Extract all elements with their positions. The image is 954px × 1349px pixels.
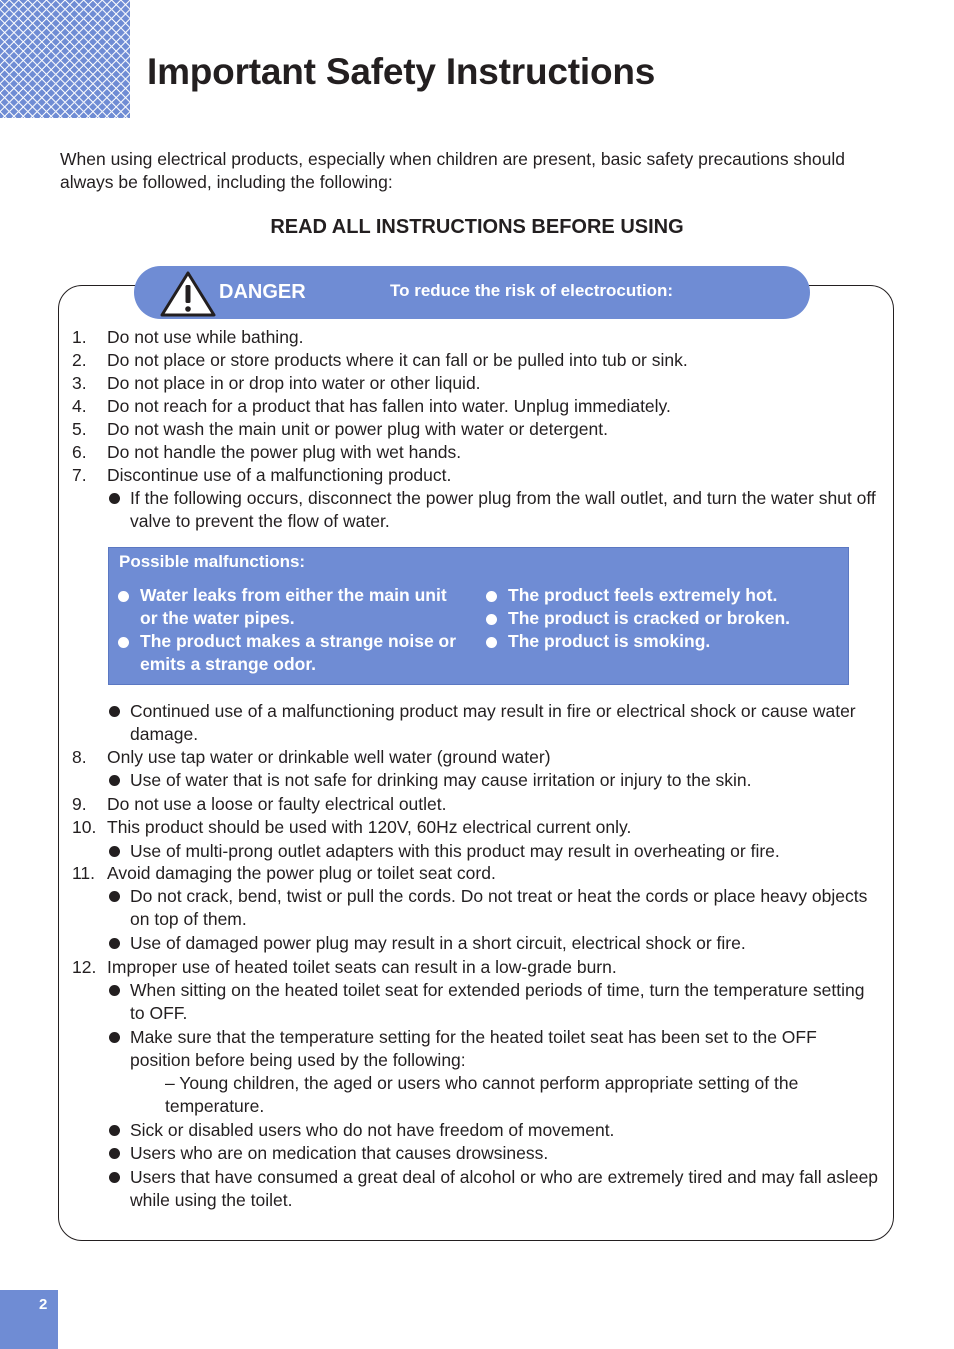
bullet-dot [109, 985, 120, 996]
item-number: 5. [72, 419, 87, 439]
item-number: 12. [72, 957, 97, 977]
intro-paragraph: When using electrical products, especially when children are present, basic safety precautions should always be followed, including the following: [60, 149, 846, 192]
bullet-text: Sick or disabled users who do not have freedom of movement. [130, 1120, 615, 1140]
bullet-dot [109, 706, 120, 717]
item-text: Avoid damaging the power plug or toilet seat cord. [107, 863, 496, 883]
item-number: 8. [72, 747, 87, 767]
bullet-text: Use of multi-prong outlet adapters with this product may result in overheating or fire. [130, 841, 780, 861]
danger-label: DANGER [219, 281, 306, 303]
bullet-text: Use of damaged power plug may result in a short circuit, electrical shock or fire. [130, 933, 746, 953]
item-text: Do not use while bathing. [107, 327, 304, 347]
bullet-text: Use of water that is not safe for drinking may cause irritation or injury to the skin. [130, 770, 752, 790]
dash-item: – Young children, the aged or users who cannot perform appropriate setting of the temperature. [165, 1073, 799, 1116]
bullet-text: If the following occurs, disconnect the power plug from the wall outlet, and turn the water shut off valve to prevent the flow of water. [130, 488, 876, 531]
malfunction-item: The product feels extremely hot. [486, 584, 846, 607]
malfunctions-right-column [486, 584, 846, 653]
bullet-dot [118, 637, 129, 648]
bullet-dot [109, 1125, 120, 1136]
item-text: Only use tap water or drinkable well water (ground water) [107, 747, 551, 767]
danger-description: To reduce the risk of electrocution: [390, 281, 674, 300]
item-text: This product should be used with 120V, 60Hz electrical current only. [107, 817, 632, 837]
warning-triangle-icon [159, 270, 217, 318]
bullet-dot [109, 1172, 120, 1183]
read-all-heading: READ ALL INSTRUCTIONS BEFORE USING [270, 216, 684, 238]
bullet-text: Make sure that the temperature setting for the heated toilet seat has been set to the OFF position before being used by the following: [130, 1027, 817, 1070]
page-number-tab [0, 1290, 58, 1349]
malfunction-item: The product makes a strange noise or emits a strange odor. [118, 630, 468, 676]
malfunctions-title: Possible malfunctions: [119, 552, 306, 571]
item-number: 3. [72, 373, 87, 393]
item-text: Do not reach for a product that has fallen into water. Unplug immediately. [107, 396, 671, 416]
bullet-dot [486, 637, 497, 648]
item-number: 2. [72, 350, 87, 370]
bullet-dot [109, 846, 120, 857]
bullet-dot [109, 1032, 120, 1043]
item-text: Do not place or store products where it can fall or be pulled into tub or sink. [107, 350, 688, 370]
item-number: 11. [72, 863, 96, 883]
page-number: 2 [39, 1296, 48, 1313]
item-number: 6. [72, 442, 87, 462]
bullet-dot [486, 614, 497, 625]
bullet-dot [486, 591, 497, 602]
item-text: Do not place in or drop into water or other liquid. [107, 373, 481, 393]
malfunction-item: The product is smoking. [486, 630, 846, 653]
item-text: Do not use a loose or faulty electrical outlet. [107, 794, 447, 814]
bullet-text: Continued use of a malfunctioning product may result in fire or electrical shock or cause water damage. [130, 701, 856, 744]
item-number: 10. [72, 817, 97, 837]
bullet-dot [118, 591, 129, 602]
bullet-text: Users who are on medication that causes drowsiness. [130, 1143, 549, 1163]
item-number: 4. [72, 396, 87, 416]
bullet-dot [109, 938, 120, 949]
item-number: 1. [72, 327, 87, 347]
item-text: Do not wash the main unit or power plug with water or detergent. [107, 419, 608, 439]
bullet-dot [109, 493, 120, 504]
bullet-dot [109, 775, 120, 786]
malfunction-item: The product is cracked or broken. [486, 607, 846, 630]
malfunction-item: Water leaks from either the main unit or the water pipes. [118, 584, 468, 630]
item-text: Improper use of heated toilet seats can result in a low-grade burn. [107, 957, 617, 977]
malfunctions-box [108, 547, 849, 685]
diamond-pattern-decoration [0, 0, 130, 118]
bullet-text: Users that have consumed a great deal of alcohol or who are extremely tired and may fall asleep while using the toilet. [130, 1167, 879, 1210]
bullet-text: When sitting on the heated toilet seat for extended periods of time, turn the temperature setting to OFF. [130, 980, 865, 1023]
item-text: Do not handle the power plug with wet hands. [107, 442, 462, 462]
item-text: Discontinue use of a malfunctioning product. [107, 465, 452, 485]
malfunctions-left-column [118, 584, 468, 676]
item-number: 7. [72, 465, 87, 485]
bullet-text: Do not crack, bend, twist or pull the cords. Do not treat or heat the cords or place heavy objects on top of them. [130, 886, 868, 929]
page-title: Important Safety Instructions [147, 51, 656, 92]
bullet-dot [109, 891, 120, 902]
item-number: 9. [72, 794, 87, 814]
bullet-dot [109, 1148, 120, 1159]
